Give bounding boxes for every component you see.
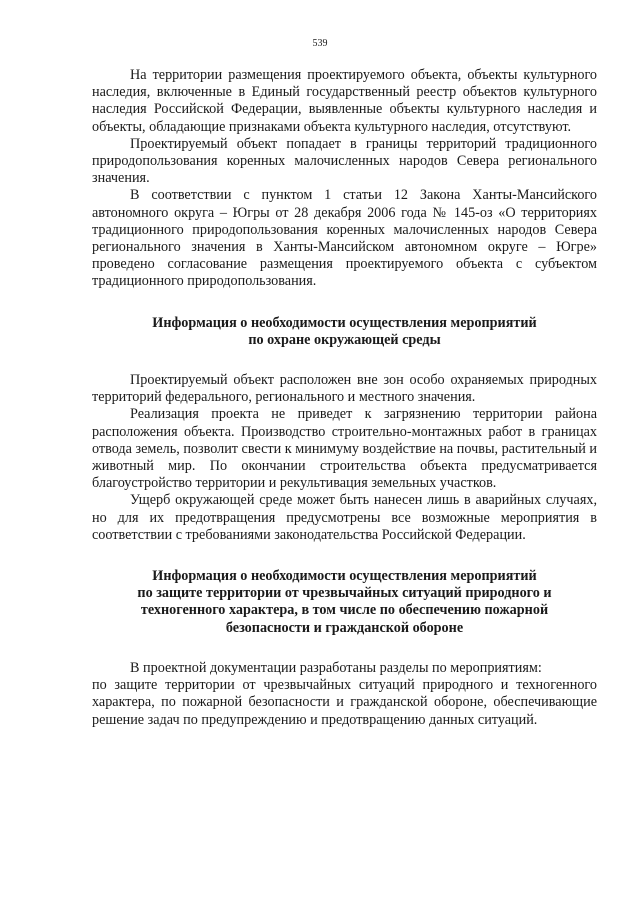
paragraph-emergency-measures: по защите территории от чрезвычайных ситуаций природного и техногенного характера, по пожарной безопасности и гражданской обороне, обеспечивающие решение задач по предупреждению и предотвращению данных ситуаций. — [92, 677, 597, 728]
section-emergency-protection — [92, 568, 597, 729]
section-cultural-heritage — [92, 67, 597, 291]
heading-line: Информация о необходимости осуществления мероприятий — [152, 568, 537, 585]
heading-line: техногенного характера, в том числе по обеспечению пожарной — [140, 602, 549, 619]
paragraph-damage-prevention: Ущерб окружающей среде может быть нанесен лишь в аварийных случаях, но для их предотвращения предусмотрены все возможные мероприятия в соответствии с требованиями законодательства Российской Федерации. — [92, 492, 597, 543]
paragraph-protected-areas: Проектируемый объект расположен вне зон особо охраняемых природных территорий федерального, регионального и местного значения. — [92, 372, 597, 406]
heading-line: Информация о необходимости осуществления мероприятий — [152, 314, 537, 331]
heading-emergency-protection — [92, 568, 597, 637]
heading-environment-protection — [92, 315, 597, 349]
paragraph-law-reference: В соответствии с пунктом 1 статьи 12 Закона Ханты-Мансийского автономного округа – Югры от 28 декабря 2006 года № 145-оз «О территориях традиционного природопользования коренных малочисленных народов Севера регионального значения в Ханты-Мансийском автономном округе – Югре» проведено согласование размещения проектируемого объекта с субъектом традиционного природопользования. — [92, 187, 597, 290]
heading-line: безопасности и гражданской обороне — [225, 619, 464, 636]
paragraph-project-impact: Реализация проекта не приведет к загрязнению территории района расположения объекта. Производство строительно-монтажных работ в границах отвода земель, позволит свести к минимуму воздействие на почвы, растительный и животный мир. По окончании строительства объекта предусматривается благоустройство территории и рекультивация земельных участков. — [92, 406, 597, 492]
page-number: 539 — [312, 38, 328, 49]
heading-line: по защите территории от чрезвычайных ситуаций природного и — [137, 585, 552, 602]
paragraph-cultural-heritage: На территории размещения проектируемого объекта, объекты культурного наследия, включенные в Единый государственный реестр объектов культурного наследия Российской Федерации, выявленные объекты культурного наследия и объекты, обладающие признаками объекта культурного наследия, отсутствуют. — [92, 67, 597, 135]
section-environment-protection — [92, 315, 597, 544]
heading-line: по охране окружающей среды — [248, 331, 441, 348]
paragraph-traditional-land-use: Проектируемый объект попадает в границы территорий традиционного природопользования коренных малочисленных народов Севера регионального значения. — [92, 135, 597, 187]
page-body — [92, 67, 597, 729]
paragraph-design-documentation: В проектной документации разработаны разделы по мероприятиям: — [130, 659, 542, 676]
